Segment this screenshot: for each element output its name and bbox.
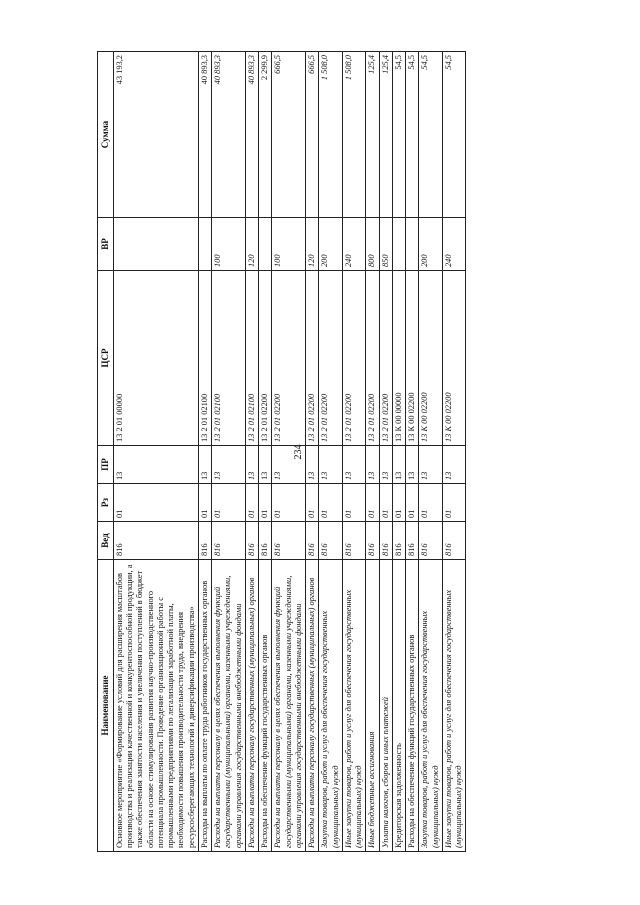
cell-rz: 01 — [442, 484, 466, 522]
cell-ved: 816 — [259, 522, 272, 560]
cell-name: Расходы на выплаты персоналу государственных (муниципальных) органов — [306, 560, 319, 852]
cell-rz: 01 — [306, 484, 319, 522]
table-row — [392, 52, 405, 852]
cell-name: Иные бюджетные ассигнования — [366, 560, 379, 852]
cell-pr: 13 — [379, 446, 392, 484]
cell-pr: 13 — [419, 446, 443, 484]
cell-sum: 40 893,3 — [198, 52, 211, 218]
cell-sum: 54,5 — [392, 52, 405, 218]
cell-pr: 13 — [245, 446, 258, 484]
table-row — [406, 52, 419, 852]
table-row — [442, 52, 466, 852]
cell-rz: 01 — [342, 484, 366, 522]
cell-ved: 816 — [379, 522, 392, 560]
cell-rz: 01 — [406, 484, 419, 522]
cell-rz: 01 — [366, 484, 379, 522]
cell-vr — [259, 218, 272, 271]
cell-pr: 13 — [113, 446, 198, 484]
cell-name: Расходы на обеспечение функций государственных органов — [406, 560, 419, 852]
cell-pr: 13 — [406, 446, 419, 484]
cell-rz: 01 — [113, 484, 198, 522]
header-sum: Сумма — [98, 52, 114, 218]
cell-ved: 816 — [406, 522, 419, 560]
budget-table — [97, 51, 466, 852]
cell-name: Иные закупки товаров, работ и услуг для обеспечения государственных (муниципальных) нужд — [342, 560, 366, 852]
cell-rz: 01 — [198, 484, 211, 522]
table-row — [379, 52, 392, 852]
table-header-row — [98, 52, 114, 852]
cell-name: Кредиторская задолженность — [392, 560, 405, 852]
cell-csr: 13 2 01 02100 — [198, 271, 211, 446]
table-row — [366, 52, 379, 852]
cell-sum: 125,4 — [366, 52, 379, 218]
table-row — [306, 52, 319, 852]
cell-csr: 13 2 01 02100 — [245, 271, 258, 446]
table-row — [113, 52, 198, 852]
cell-pr: 13 — [272, 446, 306, 484]
table-row — [419, 52, 443, 852]
cell-csr: 13 2 01 02200 — [259, 271, 272, 446]
rotated-page-content — [97, 52, 543, 852]
cell-vr: 200 — [319, 218, 343, 271]
cell-ved: 816 — [392, 522, 405, 560]
header-vr: ВР — [98, 218, 114, 271]
cell-pr: 13 — [212, 446, 246, 484]
cell-vr: 240 — [342, 218, 366, 271]
cell-ved: 816 — [319, 522, 343, 560]
cell-csr: 13 2 01 02200 — [272, 271, 306, 446]
cell-sum: 43 193,2 — [113, 52, 198, 218]
cell-sum: 54,5 — [419, 52, 443, 218]
cell-ved: 816 — [419, 522, 443, 560]
cell-vr: 200 — [419, 218, 443, 271]
cell-csr: 13 2 01 02200 — [379, 271, 392, 446]
cell-name: Расходы на обеспечение функций государственных органов — [259, 560, 272, 852]
table-row — [272, 52, 306, 852]
cell-vr — [113, 218, 198, 271]
cell-ved: 816 — [198, 522, 211, 560]
cell-vr: 240 — [442, 218, 466, 271]
cell-vr — [392, 218, 405, 271]
cell-csr: 13 К 00 02200 — [419, 271, 443, 446]
cell-rz: 01 — [319, 484, 343, 522]
cell-rz: 01 — [245, 484, 258, 522]
header-pr: ПР — [98, 446, 114, 484]
cell-name: Уплата налогов, сборов и иных платежей — [379, 560, 392, 852]
cell-vr: 120 — [306, 218, 319, 271]
cell-pr: 13 — [259, 446, 272, 484]
cell-sum: 125,4 — [379, 52, 392, 218]
cell-vr: 850 — [379, 218, 392, 271]
table-row — [198, 52, 211, 852]
cell-pr: 13 — [319, 446, 343, 484]
cell-name: Расходы на выплаты персоналу в целях обеспечения выполнения функций государственными (муниципальными) органами, казенными учреждениями, органами управления государственными внебюджетными фондами — [212, 560, 246, 852]
cell-ved: 816 — [212, 522, 246, 560]
cell-csr: 13 2 01 02200 — [342, 271, 366, 446]
cell-csr: 13 К 00 02200 — [442, 271, 466, 446]
header-name: Наименование — [98, 560, 114, 852]
cell-name: Расходы на выплаты персоналу в целях обеспечения выполнения функций государственными (муниципальными) органами, казенными учреждениями, органами управления государственными внебюджетными фондами — [272, 560, 306, 852]
cell-ved: 816 — [342, 522, 366, 560]
cell-ved: 816 — [272, 522, 306, 560]
cell-pr: 13 — [392, 446, 405, 484]
cell-csr: 13 2 01 02200 — [319, 271, 343, 446]
cell-name: Расходы на выплаты персоналу государственных (муниципальных) органов — [245, 560, 258, 852]
cell-csr: 13 К 00 02200 — [406, 271, 419, 446]
cell-pr: 13 — [342, 446, 366, 484]
cell-ved: 816 — [113, 522, 198, 560]
cell-pr: 13 — [366, 446, 379, 484]
cell-rz: 01 — [392, 484, 405, 522]
cell-name: Закупка товаров, работ и услуг для обеспечения государственных (муниципальных) нужд — [419, 560, 443, 852]
cell-vr: 120 — [245, 218, 258, 271]
cell-csr: 13 2 01 02100 — [212, 271, 246, 446]
cell-vr — [406, 218, 419, 271]
cell-ved: 816 — [306, 522, 319, 560]
cell-rz: 01 — [212, 484, 246, 522]
cell-vr: 100 — [272, 218, 306, 271]
cell-sum: 54,5 — [442, 52, 466, 218]
cell-rz: 01 — [259, 484, 272, 522]
cell-sum: 1 508,0 — [342, 52, 366, 218]
cell-vr: 800 — [366, 218, 379, 271]
page-number: 234 — [293, 444, 304, 460]
header-ved: Вед — [98, 522, 114, 560]
cell-rz: 01 — [272, 484, 306, 522]
cell-pr: 13 — [442, 446, 466, 484]
cell-ved: 816 — [245, 522, 258, 560]
table-row — [319, 52, 343, 852]
cell-name: Закупка товаров, работ и услуг для обеспечения государственных (муниципальных) нужд — [319, 560, 343, 852]
cell-ved: 816 — [366, 522, 379, 560]
cell-csr: 13 2 01 00000 — [113, 271, 198, 446]
cell-sum: 54,5 — [406, 52, 419, 218]
table-row — [342, 52, 366, 852]
cell-vr: 100 — [212, 218, 246, 271]
cell-pr: 13 — [198, 446, 211, 484]
header-rz: Рз — [98, 484, 114, 522]
header-csr: ЦСР — [98, 271, 114, 446]
cell-sum: 40 893,3 — [245, 52, 258, 218]
cell-pr: 13 — [306, 446, 319, 484]
table-row — [212, 52, 246, 852]
cell-sum: 1 508,0 — [319, 52, 343, 218]
cell-name: Расходы на выплаты по оплате труда работников государственных органов — [198, 560, 211, 852]
cell-sum: 40 893,3 — [212, 52, 246, 218]
table-body — [113, 52, 466, 852]
cell-rz: 01 — [379, 484, 392, 522]
cell-csr: 13 2 01 02200 — [366, 271, 379, 446]
cell-name: Основное мероприятие «Формирование условий для расширения масштабов производства и реализации качественной и конкурентоспособной продукции, а также обеспечения занятости населения и увеличения поступлений в бюджет области на основе стимулирования развития научно-производственного потенциала промышленности. Проведение организационной работы с промышленными предприятиями по легализации заработной платы, необходимости повышения производительности труда, внедрения ресурсосберегающих технологий и диверсификации производства» — [113, 560, 198, 852]
cell-sum: 666,5 — [272, 52, 306, 218]
cell-sum: 2 299,9 — [259, 52, 272, 218]
cell-sum: 666,5 — [306, 52, 319, 218]
cell-vr — [198, 218, 211, 271]
table-row — [259, 52, 272, 852]
cell-rz: 01 — [419, 484, 443, 522]
cell-csr: 13 К 00 00000 — [392, 271, 405, 446]
cell-ved: 816 — [442, 522, 466, 560]
cell-name: Иные закупки товаров, работ и услуг для обеспечения государственных (муниципальных) нужд — [442, 560, 466, 852]
table-row — [245, 52, 258, 852]
cell-csr: 13 2 01 02200 — [306, 271, 319, 446]
